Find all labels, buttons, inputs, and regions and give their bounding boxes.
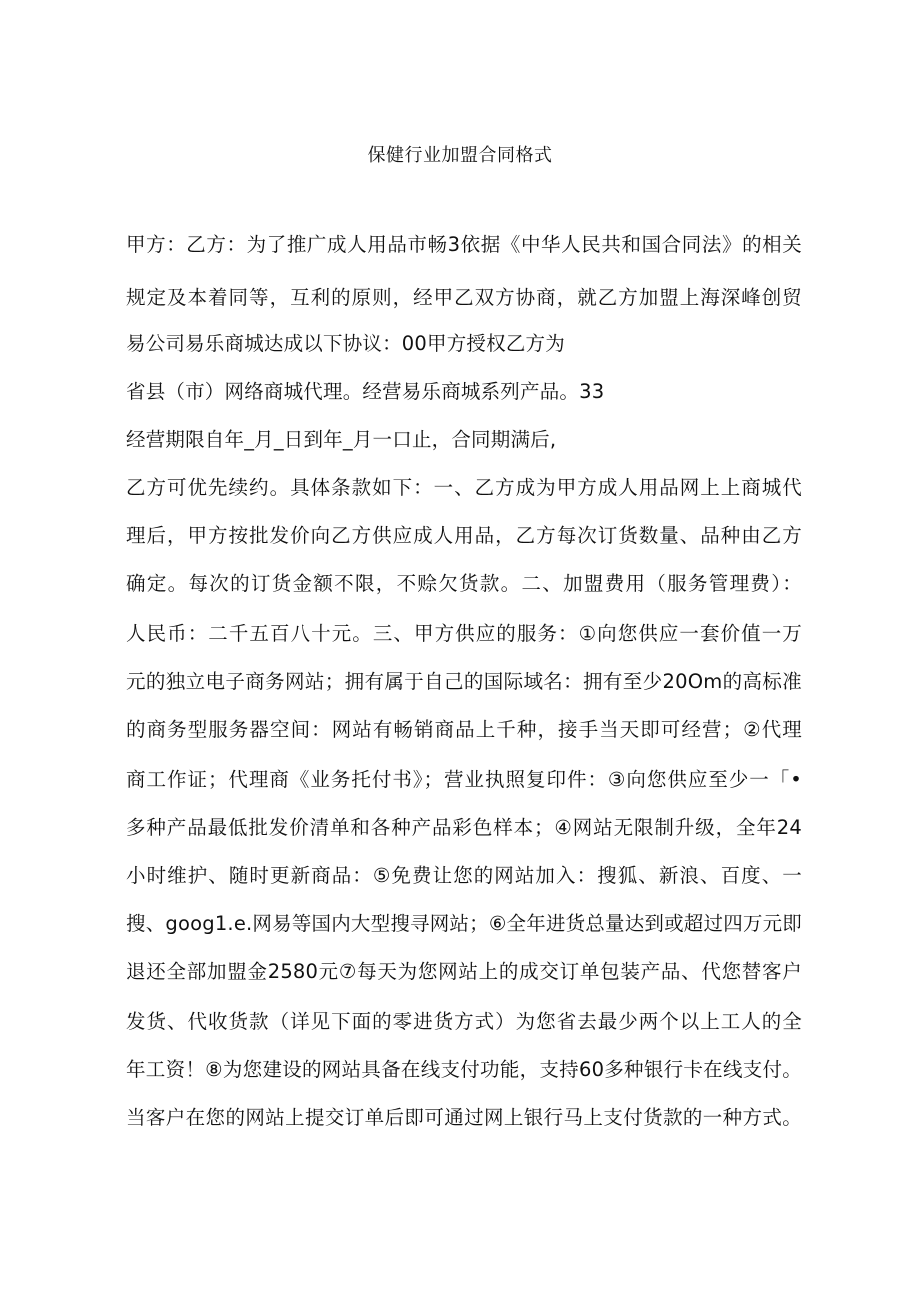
body-line: 退还全部加盟金2580元⑦每天为您网站上的成交订单包装产品、代您替客户 — [126, 960, 802, 983]
body-line: 规定及本着同等，互利的原则，经甲乙双方协商，就乙方加盟上海深峰创贸 — [126, 286, 802, 309]
body-line: 元的独立电子商务网站；拥有属于自己的国际域名：拥有至少20Om的高标准 — [126, 670, 802, 693]
body-line: 小时维护、随时更新商品：⑤免费让您的网站加入：搜狐、新浪、百度、一 — [126, 864, 802, 887]
body-line: 易公司易乐商城达成以下协议：00甲方授权乙方为 — [126, 332, 565, 355]
body-line: 商工作证；代理商《业务托付书》；营业执照复印件：③向您供应至少一「• — [126, 768, 802, 791]
body-line: 的商务型服务器空间：网站有畅销商品上千种，接手当天即可经营；②代理 — [126, 718, 802, 741]
body-line: 经营期限自年_月_日到年_月一口止，合同期满后, — [126, 428, 557, 451]
body-line: 乙方可优先续约。具体条款如下：一、乙方成为甲方成人用品网上上商城代 — [126, 476, 802, 499]
body-line: 理后，甲方按批发价向乙方供应成人用品，乙方每次订货数量、品种由乙方 — [126, 524, 802, 547]
body-line: 多种产品最低批发价清单和各种产品彩色样本；④网站无限制升级，全年24 — [126, 816, 802, 839]
body-line: 人民币：二千五百八十元。三、甲方供应的服务：①向您供应一套价值一万 — [126, 622, 802, 645]
body-line: 年工资！⑧为您建设的网站具备在线支付功能，支持60多种银行卡在线支付。 — [126, 1058, 802, 1081]
body-line: 搜、goog1.e.网易等国内大型搜寻网站；⑥全年进货总量达到或超过四万元即 — [126, 912, 802, 935]
body-line: 省县（市）网络商城代理。经营易乐商城系列产品。33 — [126, 380, 605, 403]
body-line: 甲方：乙方：为了推广成人用品市畅3依据《中华人民共和国合同法》的相关 — [126, 233, 802, 256]
body-line: 当客户在您的网站上提交订单后即可通过网上银行马上支付货款的一种方式。 — [126, 1106, 802, 1129]
body-line: 发货、代收货款（详见下面的零进货方式）为您省去最少两个以上工人的全 — [126, 1010, 802, 1033]
document-title: 保健行业加盟合同格式 — [367, 145, 553, 166]
body-line: 确定。每次的订货金额不限，不赊欠货款。二、加盟费用（服务管理费）： — [126, 572, 802, 595]
